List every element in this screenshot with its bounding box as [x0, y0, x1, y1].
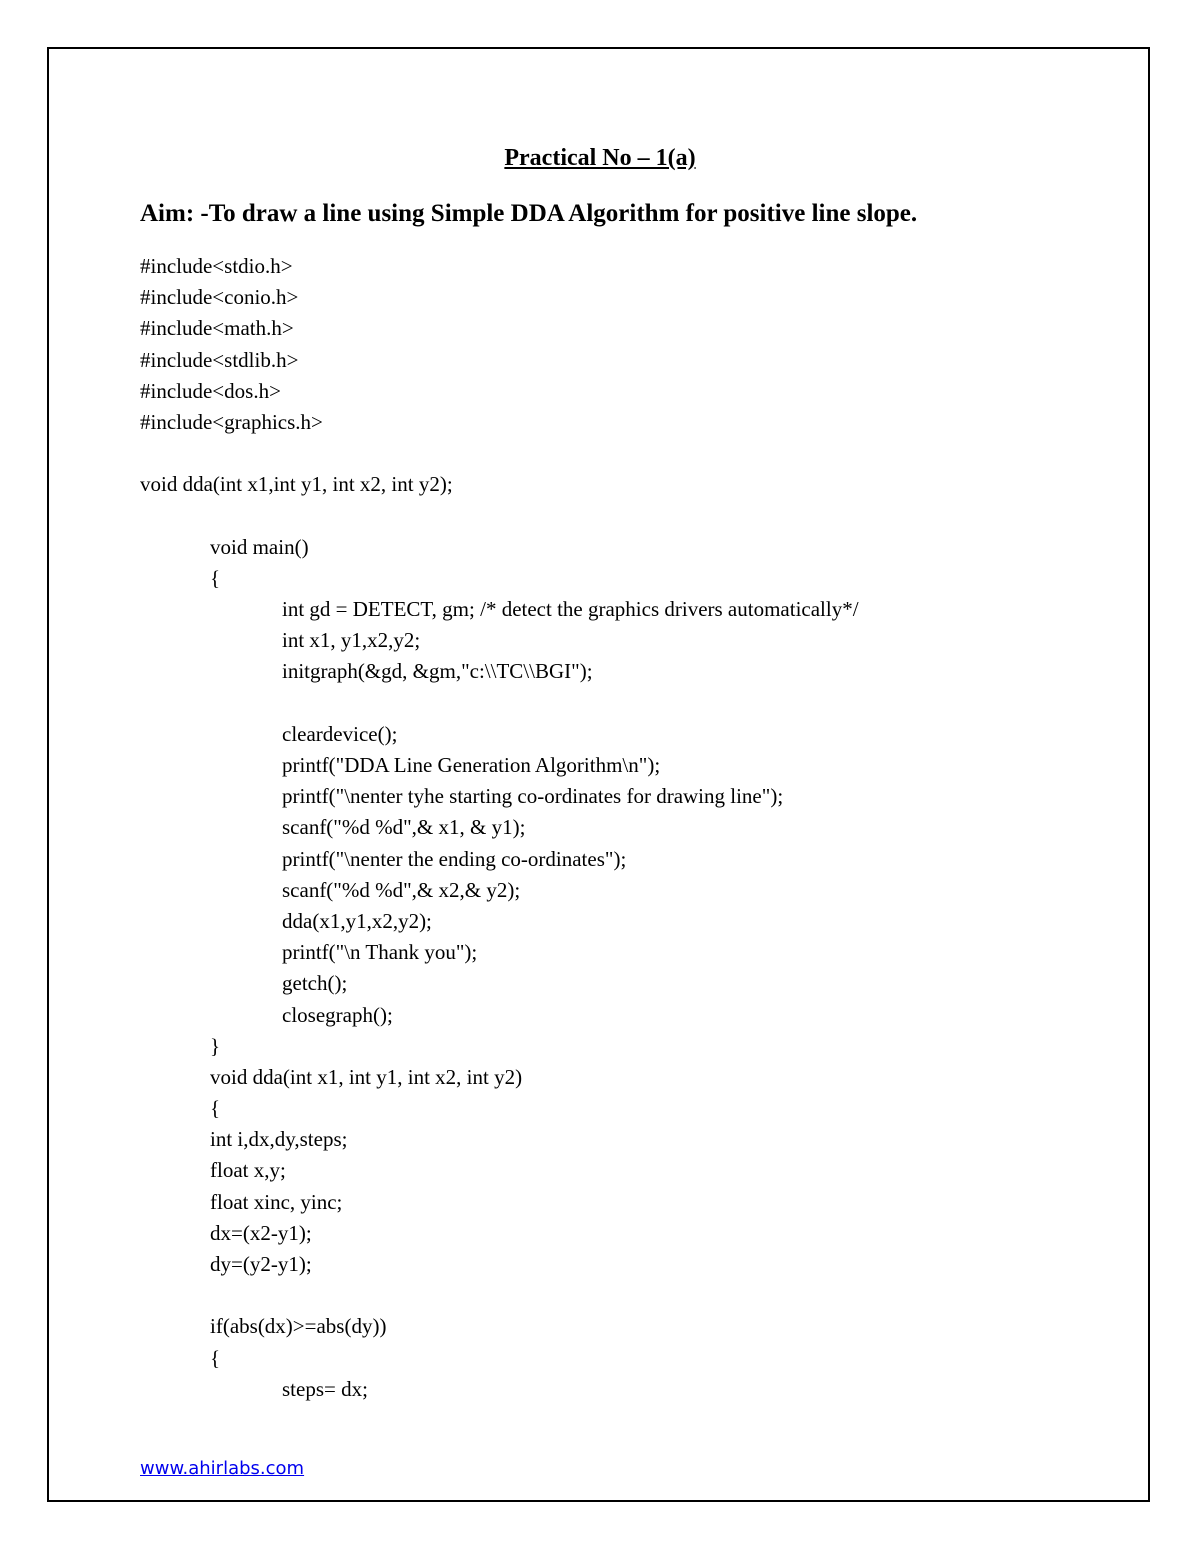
code-line	[0, 501, 1200, 532]
code-line	[0, 438, 1200, 469]
code-line: printf("\nenter tyhe starting co-ordinates for drawing line");	[282, 784, 784, 809]
code-line: int x1, y1,x2,y2;	[282, 628, 421, 653]
code-line: #include<conio.h>	[140, 285, 299, 310]
code-line: printf("\n Thank you");	[282, 940, 478, 965]
code-line: float x,y;	[210, 1158, 286, 1183]
aim-statement: Aim: -To draw a line using Simple DDA Algorithm for positive line slope.	[140, 200, 918, 227]
code-line: void dda(int x1, int y1, int x2, int y2)	[210, 1064, 523, 1089]
code-line: {	[210, 565, 221, 590]
code-line: getch();	[282, 971, 348, 996]
code-line: #include<math.h>	[140, 316, 294, 341]
code-line: dx=(x2-y1);	[210, 1220, 312, 1245]
code-line: #include<graphics.h>	[140, 409, 323, 434]
code-line: #include<dos.h>	[140, 378, 281, 403]
code-line: int i,dx,dy,steps;	[210, 1127, 348, 1152]
code-line: void dda(int x1,int y1, int x2, int y2);	[140, 472, 453, 497]
code-line: #include<stdlib.h>	[140, 347, 299, 372]
page-title: Practical No – 1(a)	[504, 145, 696, 171]
code-line: float xinc, yinc;	[210, 1189, 343, 1214]
code-line: scanf("%d %d",& x1, & y1);	[282, 815, 526, 840]
code-line: void main()	[210, 534, 309, 559]
code-line: steps= dx;	[282, 1376, 368, 1401]
footer-website-link[interactable]: www.ahirlabs.com	[140, 1458, 305, 1479]
code-line: {	[210, 1345, 221, 1370]
code-block	[0, 251, 1200, 1405]
code-line: {	[210, 1096, 221, 1121]
code-line: printf("\nenter the ending co-ordinates");	[282, 846, 627, 871]
code-line: scanf("%d %d",& x2,& y2);	[282, 877, 521, 902]
code-line: if(abs(dx)>=abs(dy))	[210, 1314, 387, 1339]
code-line: dda(x1,y1,x2,y2);	[282, 908, 432, 933]
code-line: initgraph(&gd, &gm,"c:\\TC\\BGI");	[282, 659, 593, 684]
code-line: #include<stdio.h>	[140, 254, 293, 278]
code-line	[0, 1280, 1200, 1311]
code-line: cleardevice();	[282, 721, 398, 746]
code-line: dy=(y2-y1);	[210, 1252, 312, 1276]
code-line: int gd = DETECT, gm; /* detect the graphics drivers automatically*/	[282, 597, 859, 622]
code-line: }	[210, 1033, 221, 1058]
code-line: printf("DDA Line Generation Algorithm\n");	[282, 753, 661, 777]
code-line: closegraph();	[282, 1002, 393, 1027]
code-line	[0, 688, 1200, 719]
